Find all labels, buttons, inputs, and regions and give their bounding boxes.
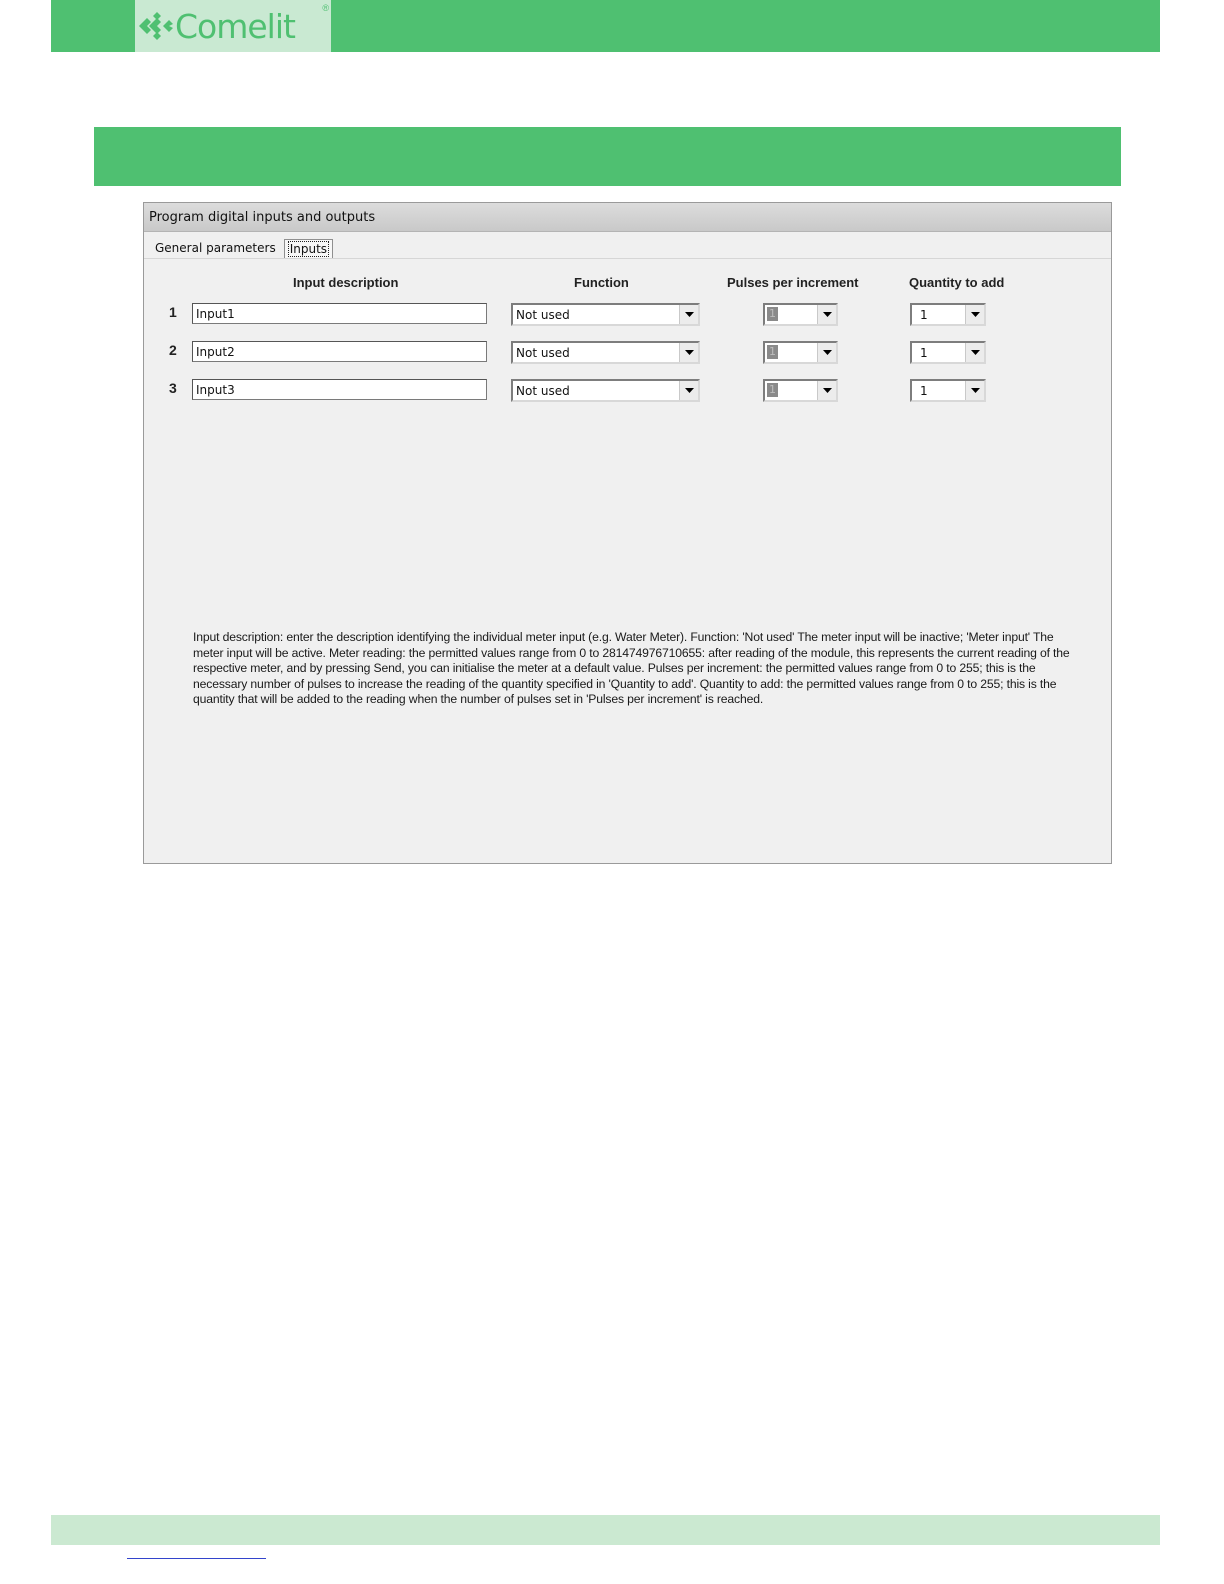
program-io-window: [143, 202, 1112, 864]
registered-mark: ®: [322, 3, 329, 13]
help-description: Input description: enter the description identifying the individual meter input (e.g. Water Meter). Function: 'Not used' The meter input will be inactive; 'Meter input' The meter input will be active. Meter reading: the permitted values range from 0 to 281474976710655: after reading of the module, this represents the current reading of the respective meter, and by pressing Send, you can initialise the meter at a default value. Pulses per increment: the permitted values range from 0 to 255; this is the necessary number of pulses to increase the reading of the quantity specified in 'Quantity to add'. Quantity to add: the permitted values range from 0 to 255; this is the quantity that will be added to the reading when the number of pulses set in 'Pulses per increment' is reached.: [193, 630, 1070, 706]
footer-band: [51, 1515, 1160, 1545]
dropdown-arrow-icon[interactable]: [817, 381, 836, 400]
tab-strip: [149, 234, 333, 258]
pulses-select[interactable]: [763, 341, 838, 364]
row-number: 1: [169, 304, 177, 320]
function-select[interactable]: [511, 303, 700, 326]
input-description-field[interactable]: [192, 303, 487, 324]
pulses-select[interactable]: [763, 379, 838, 402]
function-value: Not used: [516, 308, 570, 322]
tab-label: Inputs: [289, 242, 328, 256]
footer-link[interactable]: [127, 1558, 266, 1559]
header-input-description: Input description: [293, 275, 399, 290]
window-title: Program digital inputs and outputs: [144, 203, 1111, 232]
tab-inputs[interactable]: [284, 239, 333, 259]
input-description-field[interactable]: [192, 341, 487, 362]
row-number: 2: [169, 342, 177, 358]
tab-general-parameters[interactable]: [149, 238, 282, 258]
logo-wordmark: Comelit: [175, 6, 295, 46]
dropdown-arrow-icon[interactable]: [679, 305, 698, 324]
pulses-value: 1: [769, 383, 776, 396]
header-function: Function: [574, 275, 629, 290]
pulses-value: 1: [769, 307, 776, 320]
pulses-value: 1: [769, 345, 776, 358]
dropdown-arrow-icon[interactable]: [679, 381, 698, 400]
dropdown-arrow-icon[interactable]: [965, 343, 984, 362]
quantity-value: 1: [920, 308, 928, 322]
dropdown-arrow-icon[interactable]: [965, 381, 984, 400]
function-select[interactable]: [511, 341, 700, 364]
quantity-value: 1: [920, 384, 928, 398]
dropdown-arrow-icon[interactable]: [965, 305, 984, 324]
function-value: Not used: [516, 384, 570, 398]
input-description-field[interactable]: [192, 379, 487, 400]
row-number: 3: [169, 380, 177, 396]
tab-label: General parameters: [155, 241, 276, 255]
quantity-value: 1: [920, 346, 928, 360]
tab-divider: [144, 258, 1111, 259]
function-value: Not used: [516, 346, 570, 360]
comelit-logo-mark-icon: [139, 12, 173, 40]
comelit-logo: [135, 0, 331, 52]
quantity-select[interactable]: [910, 303, 986, 326]
quantity-select[interactable]: [910, 379, 986, 402]
section-title-band: [94, 127, 1121, 186]
dropdown-arrow-icon[interactable]: [817, 305, 836, 324]
function-select[interactable]: [511, 379, 700, 402]
quantity-select[interactable]: [910, 341, 986, 364]
pulses-select[interactable]: [763, 303, 838, 326]
dropdown-arrow-icon[interactable]: [679, 343, 698, 362]
header-quantity-to-add: Quantity to add: [909, 275, 1005, 290]
dropdown-arrow-icon[interactable]: [817, 343, 836, 362]
header-pulses-per-increment: Pulses per increment: [727, 275, 859, 290]
